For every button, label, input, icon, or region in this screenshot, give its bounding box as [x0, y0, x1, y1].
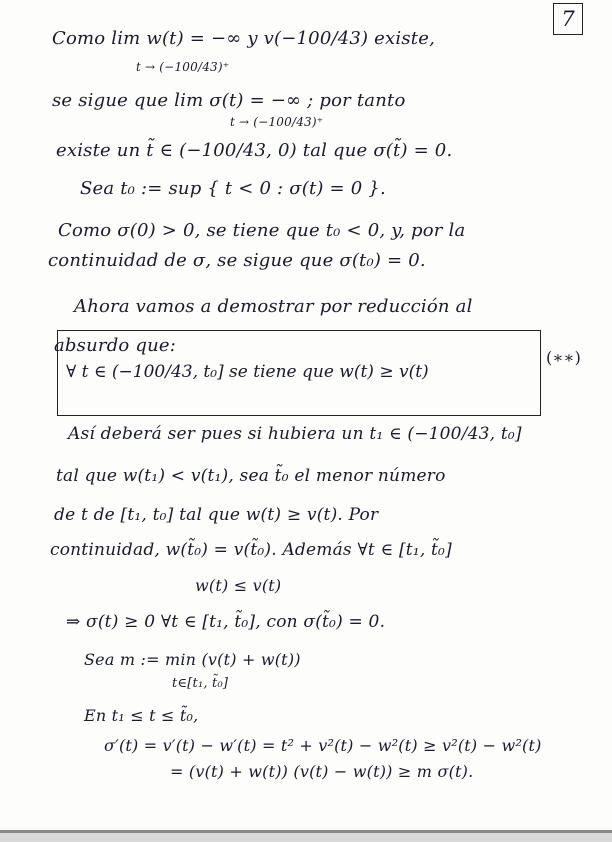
equation-line: σ′(t) = v′(t) − w′(t) = t² + v²(t) − w²(t) ≥ v²(t) − w²(t) [104, 736, 542, 755]
min-subscript: t∈[t₁, t̃₀] [172, 676, 229, 691]
page-number: 7 [553, 3, 583, 35]
page-bottom-shadow [0, 833, 612, 842]
text-line: tal que w(t₁) < v(t₁), sea t̃₀ el menor número [56, 466, 446, 486]
text-line: En t₁ ≤ t ≤ t̃₀, [84, 706, 199, 725]
limit-subscript: t → (−100/43)⁺ [230, 115, 324, 129]
text-line: Ahora vamos a demostrar por reducción al [74, 296, 473, 317]
text-line: Sea t₀ := sup { t < 0 : σ(t) = 0 }. [80, 178, 386, 199]
text-line: se sigue que lim σ(t) = −∞ ; por tanto [52, 90, 406, 111]
text-line: continuidad de σ, se sigue que σ(t₀) = 0. [48, 250, 426, 271]
text-line: Sea m := min (v(t) + w(t)) [84, 650, 301, 669]
boxed-statement: ∀ t ∈ (−100/43, t₀] se tiene que w(t) ≥ v(t) [66, 362, 429, 382]
text-line: Así deberá ser pues si hubiera un t₁ ∈ (−100/43, t₀] [68, 424, 522, 444]
text-line: continuidad, w(t̃₀) = v(t̃₀). Además ∀t ∈ [t₁, t̃₀] [50, 540, 452, 560]
equation-line: = (v(t) + w(t)) (v(t) − w(t)) ≥ m σ(t). [170, 762, 474, 781]
text-line: ⇒ σ(t) ≥ 0 ∀t ∈ [t₁, t̃₀], con σ(t̃₀) = 0. [66, 612, 386, 632]
text-line: Como lim w(t) = −∞ y v(−100/43) existe, [52, 28, 435, 49]
text-line: absurdo que: [54, 335, 177, 356]
text-line: w(t) ≤ v(t) [195, 576, 282, 595]
limit-subscript: t → (−100/43)⁺ [136, 60, 230, 74]
text-line: existe un t̃ ∈ (−100/43, 0) tal que σ(t̃) = 0. [56, 140, 453, 161]
statement-tag: (∗∗) [546, 348, 582, 367]
text-line: Como σ(0) > 0, se tiene que t₀ < 0, y, por la [58, 220, 466, 241]
text-line: de t de [t₁, t₀] tal que w(t) ≥ v(t). Por [54, 505, 379, 525]
